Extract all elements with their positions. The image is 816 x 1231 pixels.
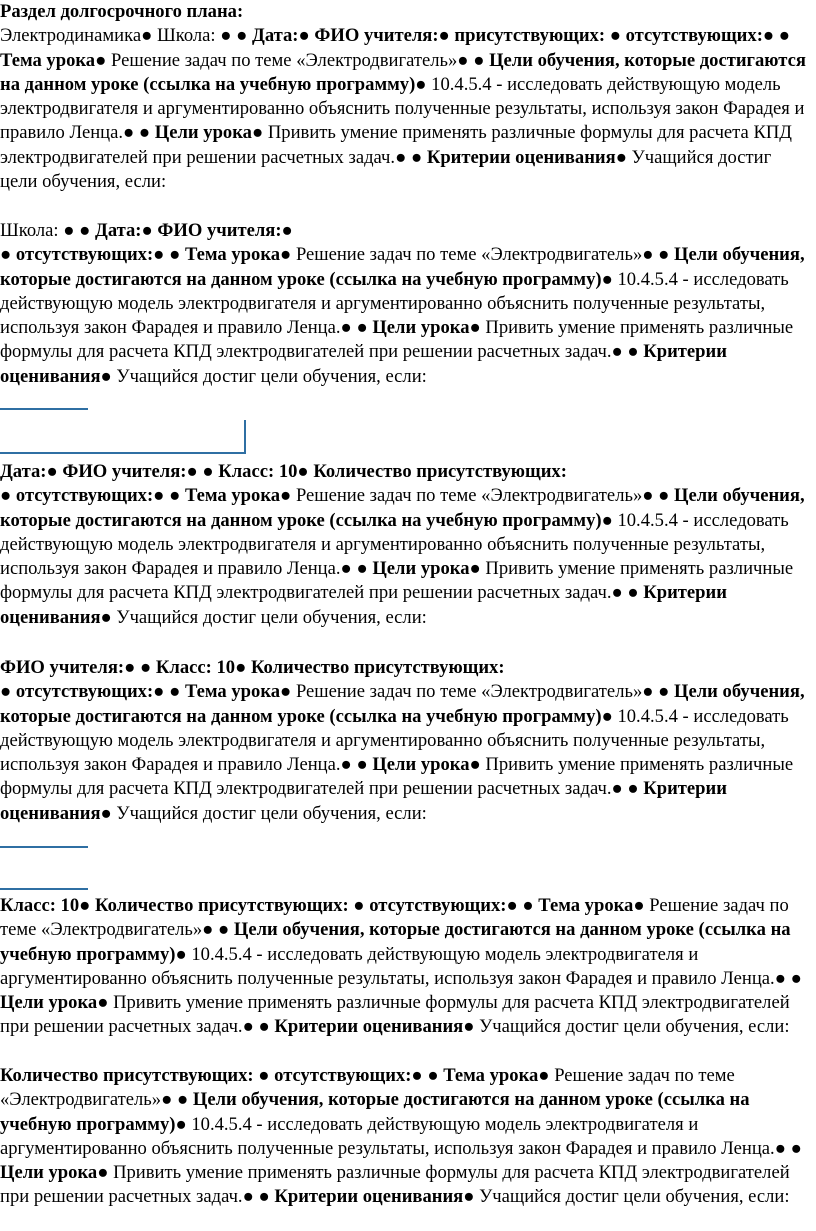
separator-icon: ● <box>633 895 645 916</box>
lesson-block-date <box>0 460 812 630</box>
lesson-goals-value: Привить умение применять различные формулы для расчета КПД электродвигателей при решении расчетных задач. <box>0 1162 790 1208</box>
separator-icon: ● <box>469 558 481 580</box>
goals-label: Цели обучения, которые достигаются на данном уроке (ссылка на учебную программу) <box>0 244 805 290</box>
separator-icon: ● <box>642 485 654 507</box>
separator-icon: ● <box>627 778 639 800</box>
criteria-value: Учащийся достиг цели обучения, если: <box>479 1186 790 1208</box>
present-label: Количество присутствующих: <box>95 895 349 916</box>
separator-icon: ● <box>97 1162 109 1184</box>
separator-icon: ● <box>79 220 91 241</box>
separator-icon: ● <box>410 146 423 168</box>
separator-icon: ● <box>615 146 627 168</box>
goals-value: 10.4.5.4 - исследовать действующую модель электродвигателя и аргументированно объяснить полученные результаты, используя закон Фарадея и правило Ленца. <box>0 509 789 580</box>
lesson-goals-label: Цели урока <box>0 992 98 1014</box>
goals-label: Цели обучения, которые достигаются на данном уроке (ссылка на учебную программу) <box>0 1089 750 1135</box>
topic-value: Решение задач по теме «Электродвигатель» <box>295 244 643 266</box>
separator-icon: ● <box>790 967 802 989</box>
separator-icon: ● <box>463 1016 475 1038</box>
separator-icon: ● <box>153 485 165 507</box>
separator-icon: ● <box>63 220 75 241</box>
separator-icon: ● <box>95 49 107 71</box>
separator-icon: ● <box>280 244 292 266</box>
separator-icon: ● <box>774 1137 786 1159</box>
separator-icon: ● <box>353 895 365 916</box>
topic-value: Решение задач по теме «Электродвигатель» <box>0 895 789 941</box>
separator-icon: ● <box>0 485 12 507</box>
date-label: Дата: <box>95 220 142 241</box>
lesson-goals-label: Цели урока <box>154 122 252 144</box>
separator-icon: ● <box>340 317 352 339</box>
lesson-block-teacher <box>0 656 812 826</box>
section-label: Раздел долгосрочного плана: <box>0 1 244 22</box>
school-label: Школа: <box>0 220 59 241</box>
separator-icon: ● <box>169 244 181 266</box>
separator-icon: ● <box>100 606 112 628</box>
separator-icon: ● <box>790 1137 802 1159</box>
separator-icon: ● <box>242 1186 254 1208</box>
separator-icon: ● <box>658 244 670 266</box>
separator-icon: ● <box>340 558 352 580</box>
school-label: Школа: <box>157 25 216 47</box>
separator-icon: ● <box>411 1065 423 1086</box>
separator-icon: ● <box>522 895 534 916</box>
separator-icon: ● <box>100 802 112 824</box>
lesson-block-school <box>0 219 812 389</box>
separator-icon: ● <box>538 1065 550 1086</box>
topic-label: Тема урока <box>184 244 281 266</box>
lesson-goals-value: Привить умение применять различные формулы для расчета КПД электродвигателей при решении расчетных задач. <box>0 992 790 1038</box>
separator-icon: ● <box>297 461 309 482</box>
separator-icon: ● <box>281 220 293 241</box>
separator-icon: ● <box>611 341 623 363</box>
separator-icon: ● <box>235 657 247 678</box>
separator-icon: ● <box>236 25 248 47</box>
separator-icon: ● <box>218 919 230 941</box>
separator-icon: ● <box>609 25 621 47</box>
separator-icon: ● <box>457 49 469 71</box>
separator-icon: ● <box>778 25 791 47</box>
topic-label: Тема урока <box>538 895 634 916</box>
topic-label: Тема урока <box>443 1065 539 1086</box>
separator-icon: ● <box>642 681 654 703</box>
separator-icon: ● <box>463 1186 475 1208</box>
lesson-block-class <box>0 894 812 1040</box>
criteria-value: Учащийся достиг цели обучения, если: <box>116 802 427 824</box>
separator-icon: ● <box>627 582 639 604</box>
criteria-value: Учащийся достиг цели обучения, если: <box>479 1016 790 1038</box>
separator-icon: ● <box>601 509 613 531</box>
separator-icon: ● <box>140 657 152 678</box>
separator-icon: ● <box>242 1016 254 1038</box>
criteria-label: Критерии оценивания <box>426 146 616 168</box>
divider <box>0 408 88 410</box>
separator-icon: ● <box>258 1016 270 1038</box>
separator-icon: ● <box>601 268 613 290</box>
topic-value: Решение задач по теме «Электродвигатель» <box>0 1065 735 1111</box>
separator-icon: ● <box>774 967 786 989</box>
topic-value: Решение задач по теме «Электродвигатель» <box>110 49 458 71</box>
separator-icon: ● <box>176 1089 189 1111</box>
separator-icon: ● <box>356 558 368 580</box>
absent-label: отсутствующих: <box>369 895 507 916</box>
section-value: Электродинамика <box>0 25 142 47</box>
separator-icon: ● <box>340 754 352 776</box>
lesson-goals-value: Привить умение применять различные формулы для расчета КПД электродвигателей при решении расчетных задач. <box>0 558 794 604</box>
separator-icon: ● <box>97 992 109 1014</box>
criteria-value: Учащийся достиг цели обучения, если: <box>116 365 427 387</box>
lesson-goals-label: Цели урока <box>372 754 470 776</box>
separator-icon: ● <box>356 317 368 339</box>
separator-icon: ● <box>141 25 153 47</box>
separator-icon: ● <box>138 122 151 144</box>
separator-icon: ● <box>169 485 181 507</box>
lesson-block-section <box>0 0 812 194</box>
present-label: Количество присутствующих: <box>0 1065 254 1086</box>
lesson-goals-label: Цели урока <box>372 317 470 339</box>
separator-icon: ● <box>469 317 481 339</box>
absent-label: отсутствующих: <box>274 1065 412 1086</box>
criteria-label: Критерии оценивания <box>274 1186 464 1208</box>
separator-icon: ● <box>251 122 264 144</box>
separator-icon: ● <box>124 657 136 678</box>
divider <box>0 452 244 454</box>
goals-value: 10.4.5.4 - исследовать действующую модель электродвигателя и аргументированно объяснить полученные результаты, используя закон Фарадея и правило Ленца. <box>0 943 775 989</box>
criteria-value: Учащийся достиг цели обучения, если: <box>116 606 427 628</box>
topic-label: Тема урока <box>184 485 281 507</box>
date-label: Дата: <box>0 461 47 482</box>
absent-label: отсутствующих: <box>15 485 154 507</box>
separator-icon: ● <box>658 485 670 507</box>
separator-icon: ● <box>220 25 232 47</box>
class-label: Класс: 10 <box>0 895 80 916</box>
teacher-label: ФИО учителя: <box>62 461 187 482</box>
present-label: присутствующих: <box>454 25 606 47</box>
goals-label: Цели обучения, которые достигаются на данном уроке (ссылка на учебную программу) <box>0 485 805 531</box>
separator-icon: ● <box>100 365 112 387</box>
lesson-goals-value: Привить умение применять различные формулы для расчета КПД электродвигателей при решении расчетных задач. <box>0 122 792 168</box>
present-label: Количество присутствующих: <box>250 657 505 678</box>
divider <box>0 888 88 890</box>
separator-icon: ● <box>280 485 292 507</box>
criteria-label: Критерии оценивания <box>274 1016 464 1038</box>
goals-label: Цели обучения, которые достигаются на данном уроке (ссылка на учебную программу) <box>0 919 791 965</box>
separator-icon: ● <box>356 754 368 776</box>
topic-label: Тема урока <box>184 681 281 703</box>
separator-icon: ● <box>258 1186 270 1208</box>
separator-icon: ● <box>79 895 91 916</box>
teacher-label: ФИО учителя: <box>314 25 439 47</box>
topic-value: Решение задач по теме «Электродвигатель» <box>295 681 643 703</box>
separator-icon: ● <box>153 681 165 703</box>
lesson-goals-label: Цели урока <box>0 1162 98 1184</box>
separator-icon: ● <box>141 220 153 241</box>
goals-label: Цели обучения, которые достигаются на данном уроке (ссылка на учебную программу) <box>0 49 806 95</box>
separator-icon: ● <box>611 778 623 800</box>
separator-icon: ● <box>186 461 198 482</box>
teacher-label: ФИО учителя: <box>157 220 282 241</box>
separator-icon: ● <box>438 25 450 47</box>
separator-icon: ● <box>202 461 214 482</box>
present-label: Количество присутствующих: <box>313 461 567 482</box>
separator-icon: ● <box>427 1065 439 1086</box>
goals-value: 10.4.5.4 - исследовать действующую модель электродвигателя и аргументированно объяснить полученные результаты, используя закон Фарадея и правило Ленца. <box>0 73 805 144</box>
lesson-goals-value: Привить умение применять различные формулы для расчета КПД электродвигателей при решении расчетных задач. <box>0 317 794 363</box>
separator-icon: ● <box>627 341 639 363</box>
class-label: Класс: 10 <box>218 461 298 482</box>
separator-icon: ● <box>153 244 165 266</box>
divider <box>0 846 88 848</box>
separator-icon: ● <box>202 919 214 941</box>
separator-icon: ● <box>611 582 623 604</box>
criteria-value: Учащийся достиг цели обучения, если: <box>0 146 772 193</box>
class-label: Класс: 10 <box>155 657 236 678</box>
separator-icon: ● <box>395 146 407 168</box>
divider <box>244 420 246 454</box>
separator-icon: ● <box>601 705 613 727</box>
separator-icon: ● <box>642 244 654 266</box>
separator-icon: ● <box>169 681 181 703</box>
separator-icon: ● <box>123 122 135 144</box>
separator-icon: ● <box>415 73 427 95</box>
criteria-label: Критерии оценивания <box>0 341 727 387</box>
separator-icon: ● <box>0 244 12 266</box>
separator-icon: ● <box>280 681 292 703</box>
separator-icon: ● <box>175 943 187 965</box>
criteria-label: Критерии оценивания <box>0 778 727 824</box>
separator-icon: ● <box>473 49 485 71</box>
goals-value: 10.4.5.4 - исследовать действующую модель электродвигателя и аргументированно объяснить полученные результаты, используя закон Фарадея и правило Ленца. <box>0 705 789 776</box>
topic-label: Тема урока <box>0 49 96 71</box>
lesson-goals-label: Цели урока <box>372 558 470 580</box>
absent-label: отсутствующих: <box>15 681 154 703</box>
separator-icon: ● <box>0 681 12 703</box>
criteria-label: Критерии оценивания <box>0 582 727 628</box>
teacher-label: ФИО учителя: <box>0 657 125 678</box>
separator-icon: ● <box>469 754 481 776</box>
absent-label: отсутствующих: <box>15 244 154 266</box>
topic-value: Решение задач по теме «Электродвигатель» <box>295 485 643 507</box>
separator-icon: ● <box>46 461 58 482</box>
date-label: Дата: <box>252 25 299 47</box>
separator-icon: ● <box>175 1113 187 1135</box>
separator-icon: ● <box>658 681 670 703</box>
separator-icon: ● <box>258 1065 270 1086</box>
goals-value: 10.4.5.4 - исследовать действующую модель электродвигателя и аргументированно объяснить полученные результаты, используя закон Фарадея и правило Ленца. <box>0 1113 775 1159</box>
separator-icon: ● <box>762 25 775 47</box>
separator-icon: ● <box>161 1089 173 1111</box>
separator-icon: ● <box>298 25 310 47</box>
goals-label: Цели обучения, которые достигаются на данном уроке (ссылка на учебную программу) <box>0 681 805 727</box>
absent-label: отсутствующих: <box>625 25 763 47</box>
lesson-block-present <box>0 1064 812 1210</box>
separator-icon: ● <box>506 895 518 916</box>
lesson-goals-value: Привить умение применять различные формулы для расчета КПД электродвигателей при решении расчетных задач. <box>0 754 794 800</box>
goals-value: 10.4.5.4 - исследовать действующую модель электродвигателя и аргументированно объяснить полученные результаты, используя закон Фарадея и правило Ленца. <box>0 268 789 339</box>
